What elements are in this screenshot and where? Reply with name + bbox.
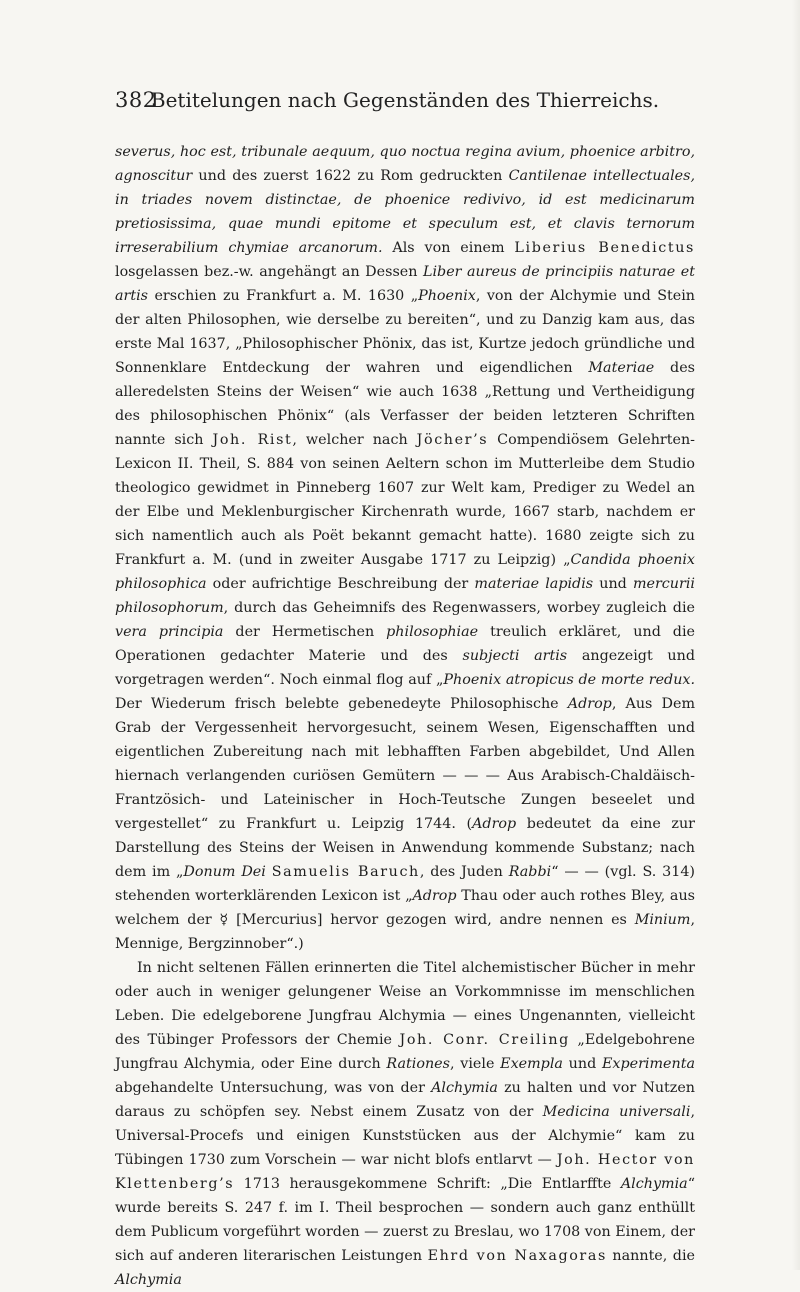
text-run: zu halten und vor Nutzen daraus zu schöpfen sey. Nebst einem Zusatz von der: [115, 1080, 696, 1120]
text-run: und: [593, 576, 633, 592]
author-name: Joh. Conr. Creiling: [399, 1032, 570, 1048]
paragraph-2: [115, 956, 695, 1292]
text-run: “ wurde bereits S. 247 f. im I. Theil besprochen — sondern auch ganz enthüllt dem Publicum vorgeführt worden — zuerst zu Breslau, wo 1708 von Einem, der sich auf anderen literarischen Leistungen: [115, 1176, 696, 1264]
text-run: “ — — (vgl. S. 314) stehenden worterklärenden Lexicon ist „: [115, 864, 695, 904]
latin-term: materiae lapidis: [474, 576, 594, 592]
text-run: „Edelgebohrene Jungfrau Alchymia, oder Eine durch: [115, 1032, 695, 1072]
body-text: [115, 140, 695, 1292]
text-run: In nicht seltenen Fällen erinnerten die Titel alchemistischer Bücher in mehr oder auch in weniger gelungener Weise an Vorkommnisse im menschlichen Leben. Die edelgeborene Jungfrau Alchymia — eines Ungenannten, vielleicht des Tübinger Professors der Chemie: [115, 960, 695, 1048]
author-name: Liberius Benedictus: [514, 240, 695, 256]
latin-term: Experimenta: [601, 1056, 695, 1072]
latin-term: Materiae: [588, 360, 655, 376]
latin-title: Liber aureus de principiis naturae et artis: [115, 264, 695, 304]
author-name: Joh. Rist: [212, 432, 293, 448]
text-run: Der Wiederum frisch belebte gebenedeyte Philosophische: [115, 696, 568, 712]
latin-term: Exempla: [500, 1056, 563, 1072]
latin-term: Medicina universali: [542, 1104, 691, 1120]
author-name: Ehrd von Naxagoras: [427, 1248, 607, 1264]
author-name: Samuelis Baruch: [271, 864, 420, 880]
text-run: , Mennige, Bergzinnober“.): [115, 912, 695, 952]
latin-term: Rabbi: [508, 864, 552, 880]
text-run: und: [562, 1056, 602, 1072]
latin-term: Alchymia: [431, 1080, 498, 1096]
text-run: losgelassen bez.-w. angehängt an Dessen: [115, 264, 423, 280]
text-run: der Hermetischen: [223, 624, 387, 640]
text-run: abgehandelte Untersuchung, was von der: [115, 1080, 432, 1096]
text-run: oder aufrichtige Beschreibung der: [206, 576, 475, 592]
latin-title: Cantilenae intellectuales, in triades novem distinctae, de phoenice redivivo, id est medicinarum pretiosissima, quae mundi epitome et speculum est, et clavis ternorum irreserabilium chymiae arcanorum.: [115, 168, 696, 256]
text-run: treulich erkläret, und die Operationen gedachter Materie und des: [115, 624, 695, 664]
text-run: , welcher nach: [292, 432, 417, 448]
text-run: , durch das Geheimnifs des Regenwassers, worbey zugleich die: [223, 600, 695, 616]
latin-term: Adrop: [567, 696, 612, 712]
text-run: , des Juden: [419, 864, 509, 880]
text-run: bedeutet da eine zur Darstellung des Steins der Weisen in Anwendung kommende Substanz; nach dem im „: [115, 816, 695, 880]
text-run: , von der Alchymie und Stein der alten Philosophen, wie derselbe zu bereiten“, und zu Danzig kam aus, das erste Mal 1637, „Philosophischer Phönix, das ist, Kurtze jedoch gründliche und Sonnenklare Entdeckung der wahren und eigendlichen: [115, 288, 696, 376]
author-name: Joh. Hector von Klettenberg’s: [115, 1152, 695, 1192]
latin-term: Minium: [634, 912, 691, 928]
page-edge-shadow: [792, 0, 800, 1270]
text-run: Compendiösem Gelehrten-Lexicon II. Theil, S. 884 von seinen Aeltern schon im Mutterleibe dem Studio theologico gewidmet in Pinneberg 1607 zur Welt kam, Prediger zu Wedel an der Elbe und Meklenburgischer Kirchenrath wurde, 1667 starb, nachdem er sich namentlich auch als Poët bekannt gemacht hatte). 1680 zeigte sich zu Frankfurt a. M. (und in zweiter Ausgabe 1717 zu Leipzig) „: [115, 432, 695, 568]
latin-title: Phoenix: [418, 288, 476, 304]
latin-term: Adrop: [472, 816, 517, 832]
latin-title: Candida phoenix philosophica: [115, 552, 695, 592]
running-title: Betitelungen nach Gegenständen des Thierreichs.: [150, 88, 660, 112]
text-run: 1713 herausgekommene Schrift: „Die Entlarffte: [234, 1176, 621, 1192]
running-head: [115, 88, 695, 114]
page-number: 382: [115, 88, 157, 112]
paragraph-1: [115, 140, 695, 956]
text-run: angezeigt und vorgetragen werden“. Noch einmal flog auf „: [115, 648, 696, 688]
latin-title: severus, hoc est, tribunale aequum, quo noctua regina avium, phoenice arbitro, agnoscitur: [115, 144, 695, 184]
latin-term: mercurii philosophorum: [115, 576, 695, 616]
text-run: Thau oder auch rothes Bley, aus welchem der ☿ [Mercurius] hervor gezogen wird, andre nennen es: [115, 888, 695, 928]
text-run: nannte, die: [606, 1248, 695, 1264]
text-run: , viele: [449, 1056, 501, 1072]
latin-term: philosophiae: [386, 624, 479, 640]
latin-term: subjecti artis: [462, 648, 568, 664]
latin-term: Adrop: [412, 888, 457, 904]
text-run: , Aus Dem Grab der Vergessenheit hervorgesucht, seinem Wesen, Eigenschafften und eigentlichen Zubereitung nach mit lebhafften Farben abgebildet, Und Allen hiernach verlangenden curiösen Gemütern — — — Aus Arabisch-Chaldäisch-Frantzösich- und Lateinischer in Hoch-Teutsche Zungen beseelet und vergestellet“ zu Frankfurt u. Leipzig 1744. (: [115, 696, 696, 832]
text-run: erschien zu Frankfurt a. M. 1630 „: [148, 288, 419, 304]
latin-title: Phoenix atropicus de morte redux.: [443, 672, 696, 688]
text-run: Als von einem: [382, 240, 515, 256]
text-run: des alleredelsten Steins der Weisen“ wie auch 1638 „Rettung und Vertheidigung des philosophischen Phönix“ (als Verfasser der beiden letzteren Schriften nannte sich: [115, 360, 695, 448]
text-run: und des zuerst 1622 zu Rom gedruckten: [192, 168, 509, 184]
latin-term: Alchymia: [115, 1272, 182, 1288]
latin-term: vera principia: [115, 624, 224, 640]
author-name: Jöcher’s: [416, 432, 489, 448]
latin-title: Donum Dei: [183, 864, 266, 880]
text-run: , Universal-Procefs und einigen Kunststücken aus der Alchymie“ kam zu Tübingen 1730 zum Vorschein — war nicht blofs entlarvt —: [115, 1104, 695, 1168]
latin-term: Rationes: [386, 1056, 450, 1072]
latin-term: Alchymia: [620, 1176, 688, 1192]
